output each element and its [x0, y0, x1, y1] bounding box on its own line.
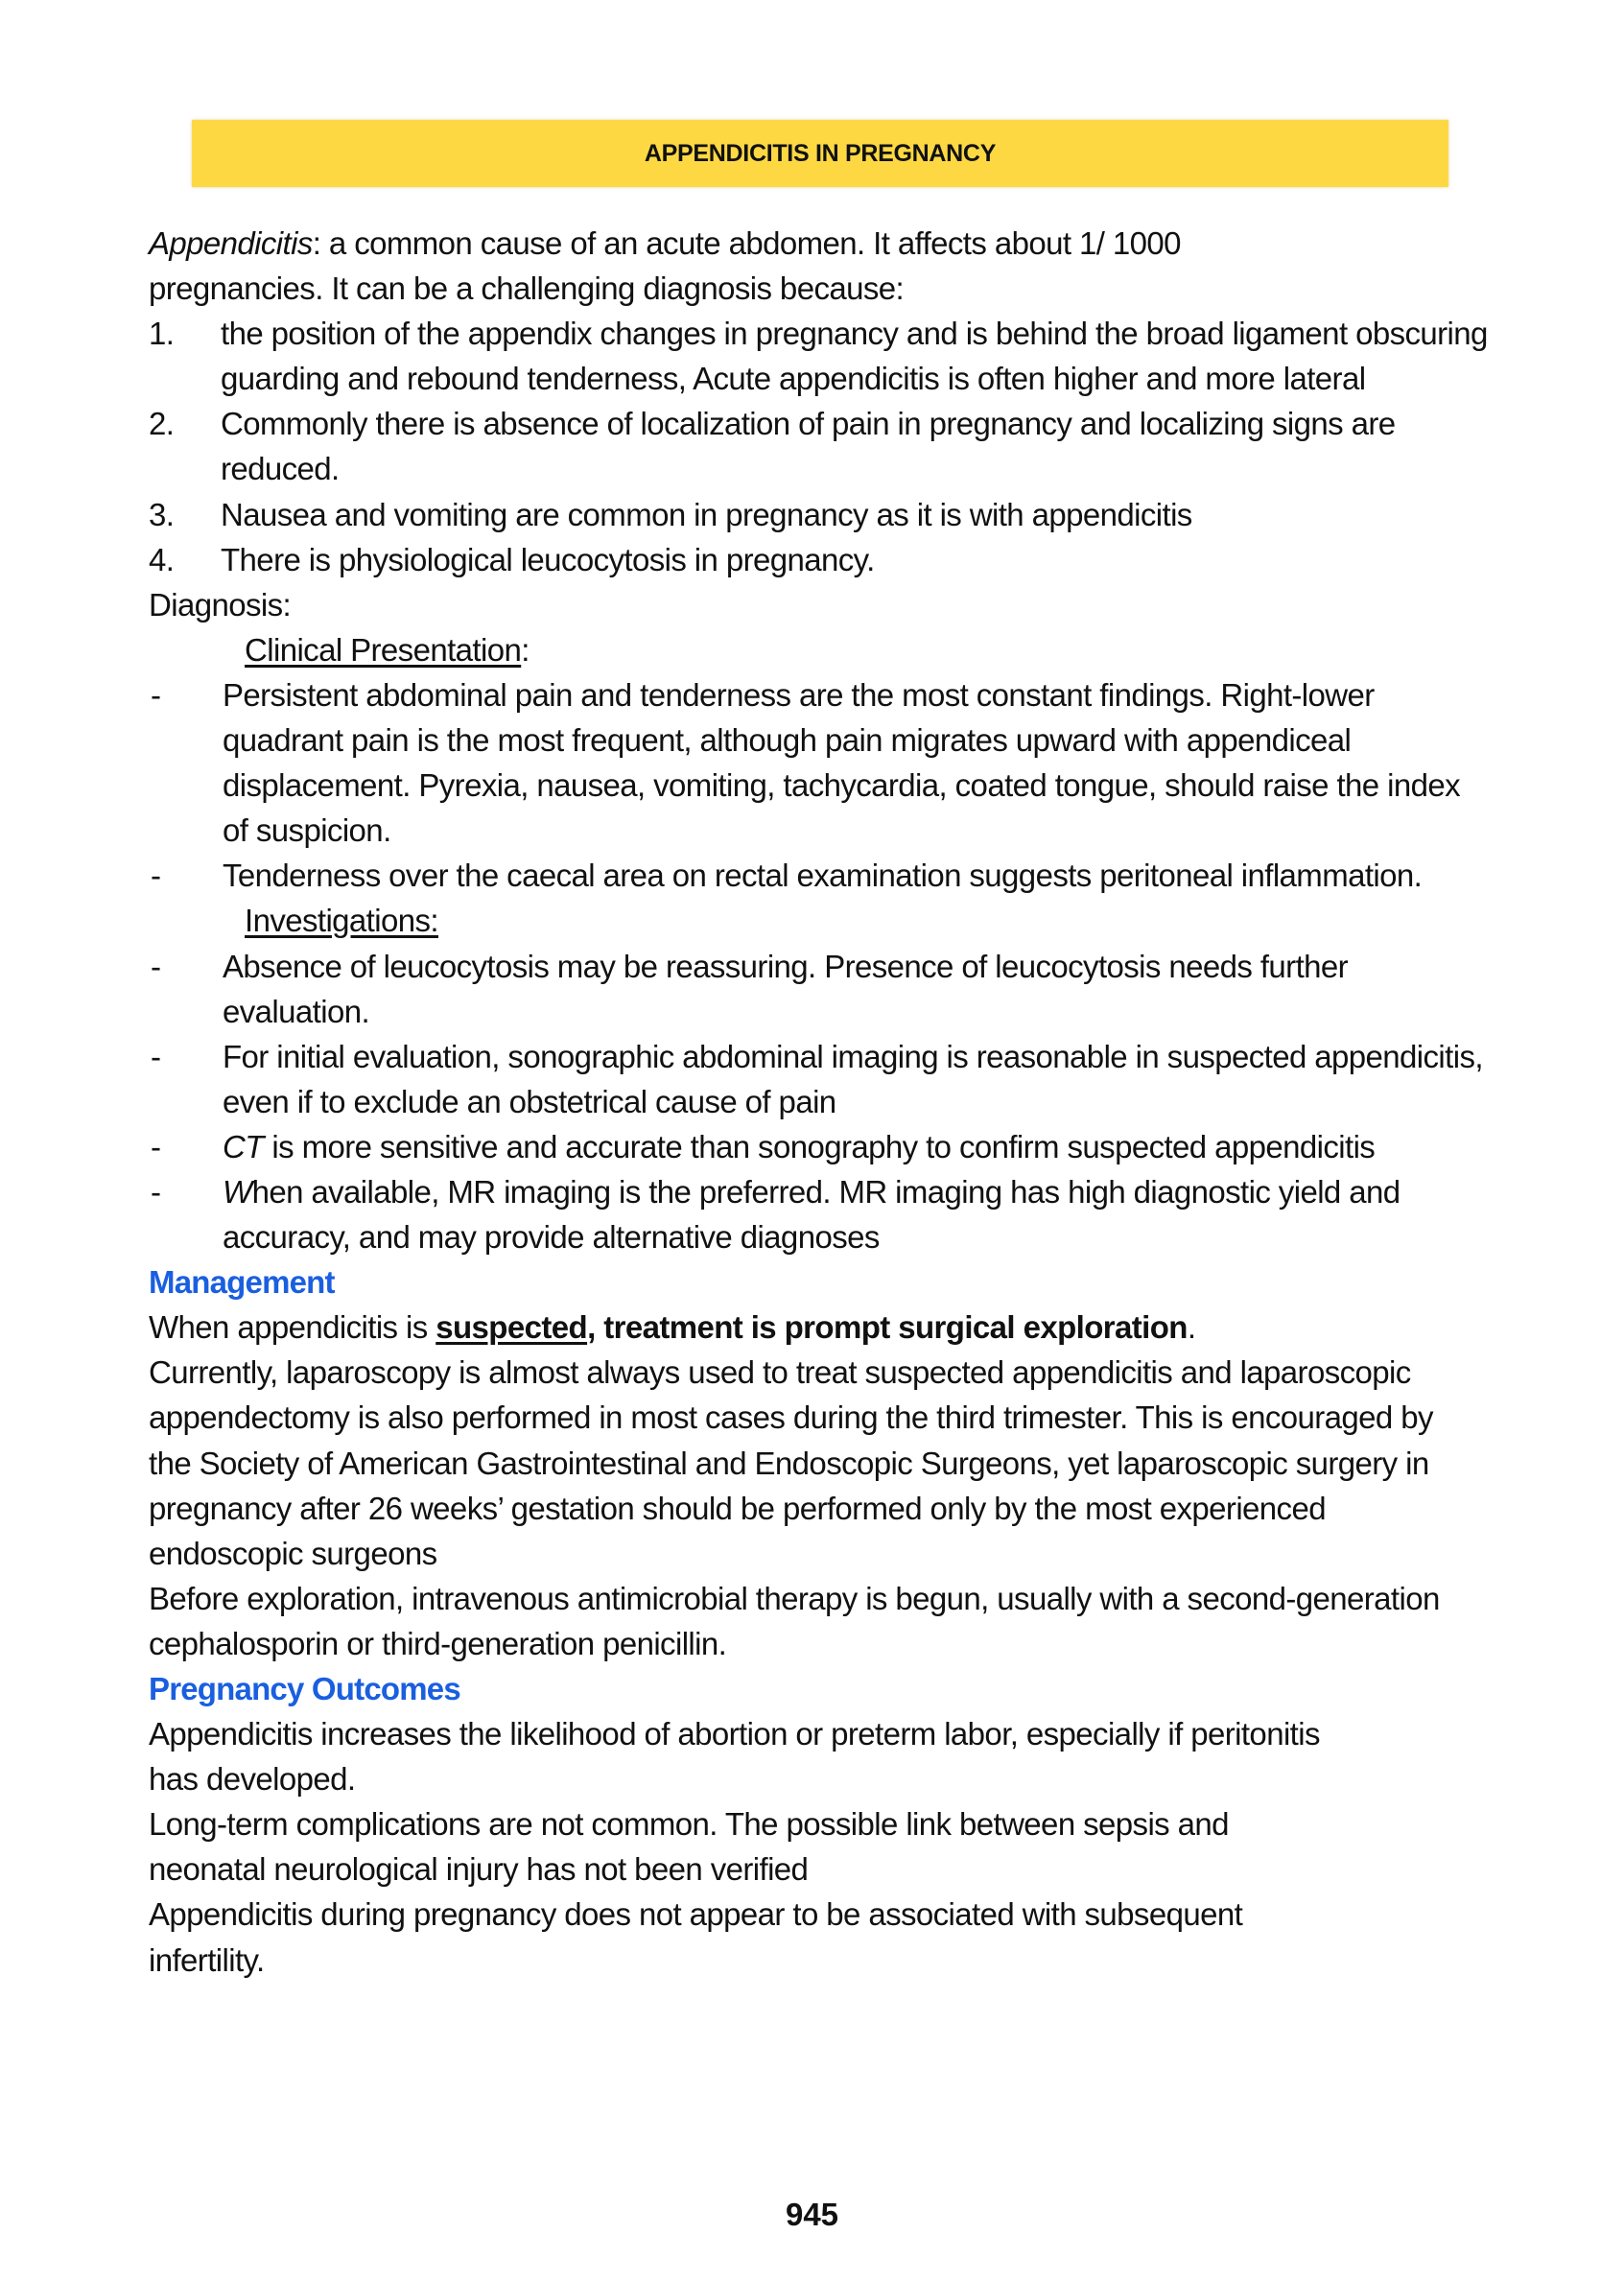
bullet-item [149, 672, 1492, 853]
outcomes-paragraph: Long-term complications are not common. The possible link between sepsis and neonatal neurological injury has not been verified [149, 1806, 1229, 1888]
outcomes-section [149, 1666, 1492, 1983]
list-number: 2. [149, 406, 175, 442]
bullet-text: Tenderness over the caecal area on rectal examination suggests peritoneal inflammation. [223, 858, 1423, 894]
intro-line-2: pregnancies. It can be a challenging diagnosis because: [149, 270, 905, 307]
diagnosis-label: Diagnosis: [149, 586, 292, 623]
list-item-text: Commonly there is absence of localization of pain in pregnancy and localizing signs are reduced. [221, 406, 1396, 487]
outcomes-paragraph: Appendicitis during pregnancy does not appear to be associated with subsequent infertility. [149, 1896, 1243, 1978]
list-item-text: There is physiological leucocytosis in pregnancy. [221, 541, 875, 577]
intro-paragraph [149, 221, 1492, 311]
page-number: 945 [785, 2197, 839, 2232]
dash-bullet-icon: - [151, 948, 161, 984]
clinical-presentation-heading-row [149, 627, 1492, 672]
bullet-item [149, 1124, 1492, 1169]
bullet-text [223, 1124, 1492, 1169]
management-heading: Management [149, 1264, 335, 1301]
bullet-text [223, 944, 1492, 1034]
intro-line-1: : a common cause of an acute abdomen. It affects about 1/ 1000 [312, 225, 1181, 261]
bullet-text [223, 1169, 1492, 1259]
bullet-item [149, 1034, 1492, 1124]
bullet-body: For initial evaluation, sonographic abdominal imaging is reasonable in suspected appendicitis, even if to exclude an obstetrical cause of pain [223, 1038, 1483, 1119]
list-item [149, 401, 1492, 491]
management-section [149, 1259, 1492, 1666]
list-number: 3. [149, 496, 175, 532]
dash-bullet-icon: - [151, 858, 161, 894]
list-number: 4. [149, 541, 175, 577]
bullet-body: hen available, MR imaging is the preferred. MR imaging has high diagnostic yield and accuracy, and may provide alternative diagnoses [223, 1173, 1400, 1256]
list-item [149, 492, 1492, 537]
bullet-body: is more sensitive and accurate than sonography to confirm suspected appendicitis [263, 1128, 1376, 1164]
management-lead [149, 1305, 1492, 1350]
clinical-heading-suffix: : [521, 631, 530, 668]
outcomes-heading: Pregnancy Outcomes [149, 1671, 460, 1706]
dash-bullet-icon: - [151, 1038, 161, 1074]
document-body [149, 221, 1492, 1983]
investigations-heading: Investigations: [245, 903, 438, 939]
outcomes-paragraph: Appendicitis increases the likelihood of abortion or preterm labor, especially if peritonitis has developed. [149, 1716, 1320, 1798]
list-item [149, 537, 1492, 582]
dash-bullet-icon: - [151, 1128, 161, 1164]
clinical-presentation-heading: Clinical Presentation [245, 631, 522, 668]
bullet-item [149, 1169, 1492, 1259]
reasons-list [149, 311, 1492, 582]
title-banner [192, 120, 1448, 187]
diagnosis-section [149, 582, 1492, 1259]
list-number: 1. [149, 316, 175, 352]
bullet-text [223, 1034, 1492, 1124]
list-item-text: the position of the appendix changes in pregnancy and is behind the broad ligament obscuring guarding and rebound tenderness, Acute appendicitis is often higher and more lateral [221, 316, 1488, 397]
intro-term: Appendicitis [149, 225, 313, 261]
management-lead-bold: , treatment is prompt surgical exploration [587, 1309, 1188, 1346]
bullet-lead-italic: CT [223, 1128, 264, 1164]
management-lead-emphasis: suspected [435, 1309, 588, 1346]
page-title: APPENDICITIS IN PREGNANCY [644, 139, 997, 167]
bullet-item [149, 853, 1492, 898]
management-lead-end: . [1187, 1309, 1196, 1346]
bullet-lead-italic: W [223, 1173, 252, 1210]
bullet-item [149, 944, 1492, 1034]
management-paragraph: Currently, laparoscopy is almost always used to treat suspected appendicitis and laparoscopic appendectomy is also performed in most cases during the third trimester. This is encouraged by the Society of American Gastrointestinal and Endoscopic Surgeons, yet laparoscopic surgery in pregnancy after 26 weeks’ gestation should be performed only by the most experienced endoscopic surgeons [149, 1354, 1433, 1571]
list-item [149, 311, 1492, 401]
dash-bullet-icon: - [151, 1173, 161, 1210]
management-paragraph: Before exploration, intravenous antimicrobial therapy is begun, usually with a second-generation cephalosporin or third-generation penicillin. [149, 1580, 1440, 1661]
list-item-text: Nausea and vomiting are common in pregnancy as it is with appendicitis [221, 496, 1192, 532]
bullet-body: Absence of leucocytosis may be reassuring. Presence of leucocytosis needs further evaluation. [223, 948, 1349, 1029]
bullet-text: Persistent abdominal pain and tenderness are the most constant findings. Right-lower quadrant pain is the most frequent, although pain migrates upward with appendiceal displacement. Pyrexia, nausea, vomiting, tachycardia, coated tongue, should raise the index of suspicion. [223, 676, 1461, 849]
management-lead-plain: When appendicitis is [149, 1309, 436, 1346]
dash-bullet-icon: - [151, 676, 161, 713]
